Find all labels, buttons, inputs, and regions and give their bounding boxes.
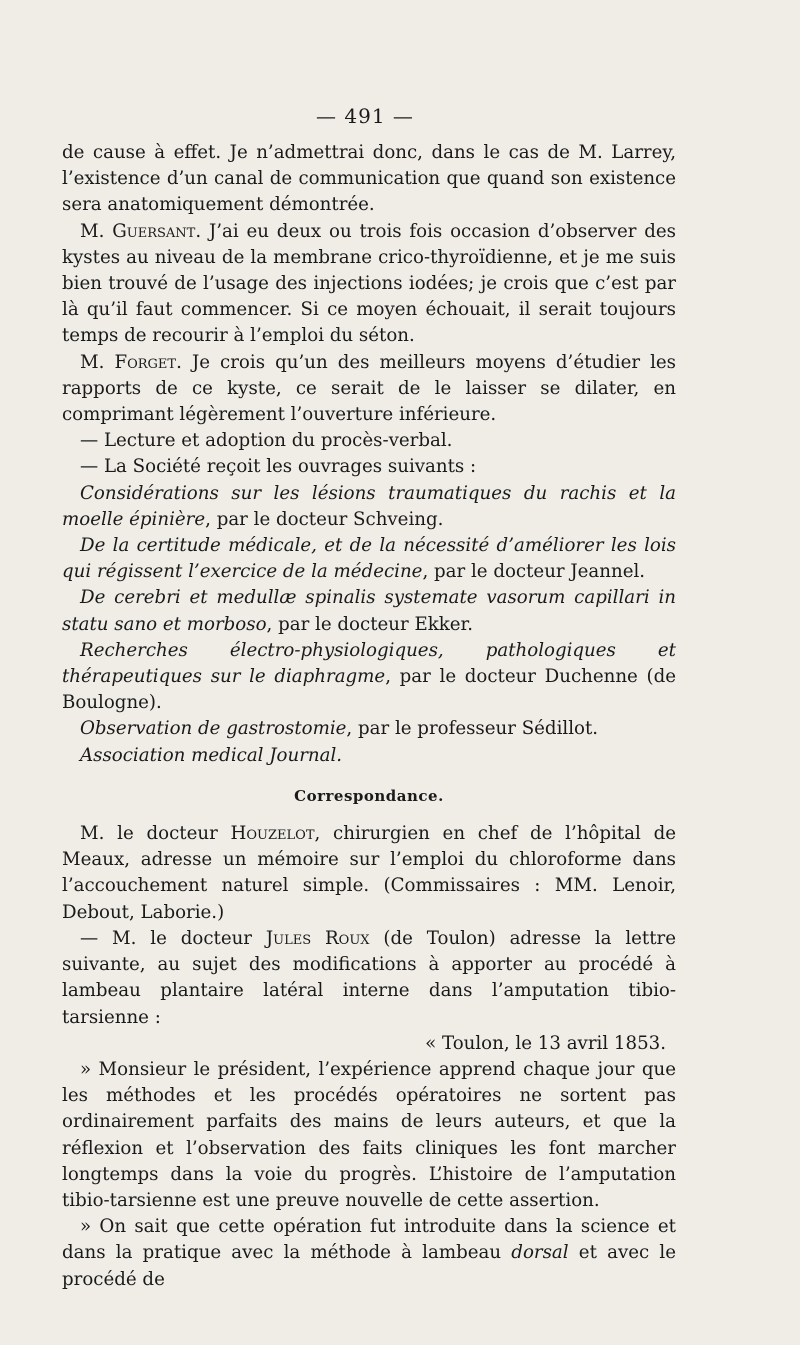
author-name: Jules Roux <box>265 927 370 949</box>
author-name: Houzelot <box>230 823 315 845</box>
work-item: Observation de gastrostomie, par le professeur Sédillot. <box>80 718 599 740</box>
speaker-name: Guersant <box>112 220 196 242</box>
work-item: Recherches électro-physiologiques, pathologiques et thérapeutiques sur le diaphragme, par le docteur Duchenne (de Boulogne). <box>62 639 676 714</box>
letter-paragraph: » On sait que cette opération fut introduite dans la science et dans la pratique avec la méthode à lambeau dorsal et avec le procédé de <box>62 1216 676 1290</box>
paragraph-forget: M. Forget. Je crois qu’un des meilleurs moyens d’étudier les rapports de ce kyste, ce serait de le laisser se dilater, en comprimant légèrement l’ouverture inférieure. <box>62 351 676 426</box>
paragraph-continuation: de cause à effet. Je n’admettrai donc, dans le cas de M. Larrey, l’existence d’un canal de communication que quand son existence sera anatomiquement démontrée. <box>62 142 676 216</box>
work-item: Association medical Journal. <box>80 744 343 766</box>
paragraph-guersant: M. Guersant. J’ai eu deux ou trois fois occasion d’observer des kystes au niveau de la membrane crico-thyroïdienne, et je me suis bien trouvé de l’usage des injections iodées; je crois que c’est par là qu’il faut commencer. Si ce moyen échouait, il serait toujours temps de recourir à l’emploi du séton. <box>62 220 676 347</box>
work-item: De la certitude médicale, et de la nécessité d’améliorer les lois qui régissent l’exercice de la médecine, par le docteur Jeannel. <box>62 535 676 583</box>
page-body <box>62 140 676 1293</box>
letter-paragraph: » Monsieur le président, l’expérience apprend chaque jour que les méthodes et les procédés opératoires ne sortent pas ordinairement parfaits des mains de leurs auteurs, et que la réflexion et l’observation des faits cliniques les font marcher longtemps dans la voie du progrès. L’histoire de l’amputation tibio-tarsienne est une preuve nouvelle de cette assertion. <box>62 1058 676 1211</box>
paragraph-roux: — M. le docteur Jules Roux (de Toulon) adresse la lettre suivante, au sujet des modifications à apporter au procédé à lambeau plantaire latéral interne dans l’amputation tibio-tarsienne : <box>62 927 676 1028</box>
page-number: — 491 — <box>316 104 414 128</box>
letter-dateline: « Toulon, le 13 avril 1853. <box>425 1032 666 1054</box>
work-item: Considérations sur les lésions traumatiques du rachis et la moelle épinière, par le docteur Schveing. <box>62 482 676 530</box>
paragraph-works-intro: — La Société reçoit les ouvrages suivants : <box>80 456 477 478</box>
paragraph-minutes: — Lecture et adoption du procès-verbal. <box>80 430 453 452</box>
section-heading: Correspondance. <box>294 786 444 805</box>
work-item: De cerebri et medullæ spinalis systemate vasorum capillari in statu sano et morboso, par le docteur Ekker. <box>62 587 676 635</box>
paragraph-houzelot: M. le docteur Houzelot, chirurgien en chef de l’hôpital de Meaux, adresse un mémoire sur l’emploi du chloroforme dans l’accouchement naturel simple. (Commissaires : MM. Lenoir, Debout, Laborie.) <box>62 823 676 923</box>
speaker-name: Forget <box>114 351 177 373</box>
